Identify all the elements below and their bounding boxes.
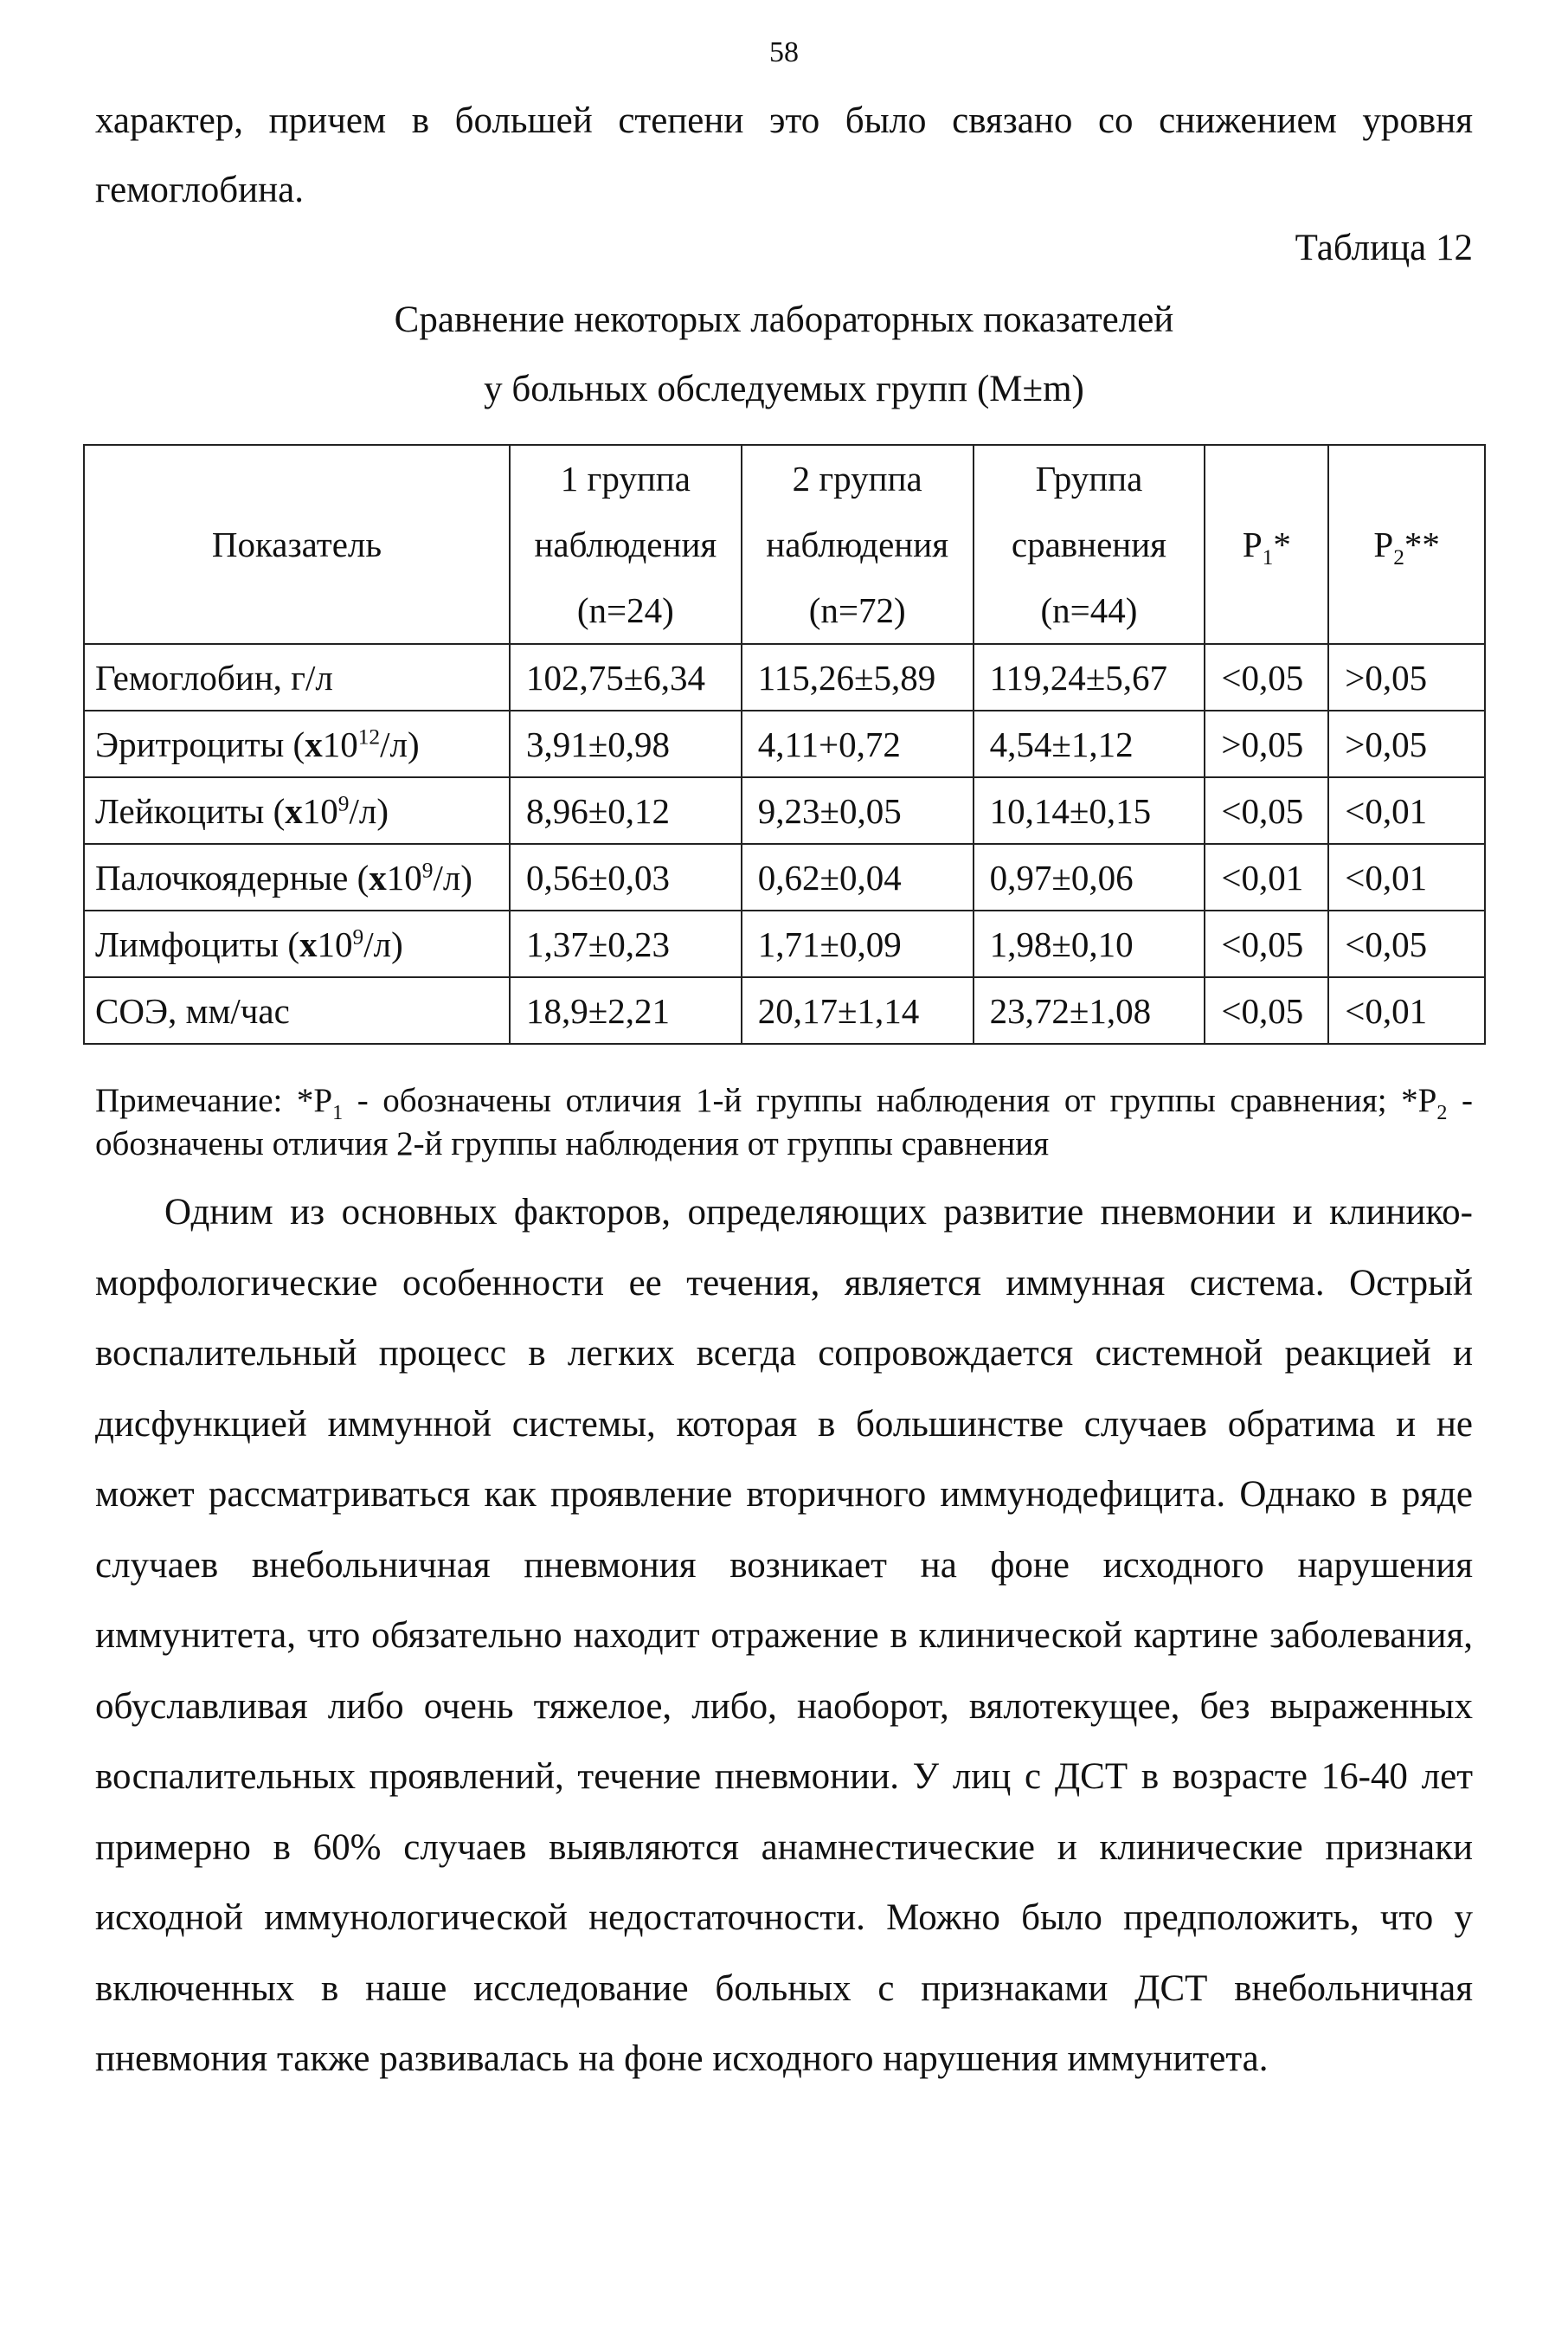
header-group-2: 2 группа наблюдения (n=72) bbox=[742, 445, 974, 644]
cell-p2: <0,01 bbox=[1328, 777, 1485, 844]
cell-comparison-group: 10,14±0,15 bbox=[974, 777, 1205, 844]
cell-group-1: 8,96±0,12 bbox=[510, 777, 742, 844]
table-caption-line-2: у больных обследуемых групп (M±m) bbox=[484, 369, 1084, 409]
cell-group-1: 102,75±6,34 bbox=[510, 644, 742, 711]
table-row bbox=[84, 777, 1485, 844]
header-p1: $P_1*$ bbox=[1205, 445, 1328, 644]
row-label: Палочкоядерные $(x10^9/л)$ bbox=[84, 844, 510, 911]
cell-p2: <0,05 bbox=[1328, 911, 1485, 977]
cell-group-2: 4,11+0,72 bbox=[742, 711, 974, 777]
cell-group-2: 9,23±0,05 bbox=[742, 777, 974, 844]
table-note: Примечание: $*P_1$ - обозначены отличия 1-й группы наблюдения от группы сравнения; $*P_2$ - обозначены отличия 2-й группы наблюдения от группы сравнения bbox=[95, 1082, 1473, 1162]
cell-comparison-group: 23,72±1,08 bbox=[974, 977, 1205, 1044]
cell-p1: >0,05 bbox=[1205, 711, 1328, 777]
table-label: Таблица 12 bbox=[1295, 228, 1473, 268]
lab-indicators-table bbox=[83, 444, 1486, 1045]
cell-comparison-group: 1,98±0,10 bbox=[974, 911, 1205, 977]
cell-p1: <0,01 bbox=[1205, 844, 1328, 911]
cell-comparison-group: 119,24±5,67 bbox=[974, 644, 1205, 711]
header-group-1: 1 группа наблюдения (n=24) bbox=[510, 445, 742, 644]
table-row bbox=[84, 911, 1485, 977]
table-caption-line-1: Сравнение некоторых лабораторных показателей bbox=[394, 299, 1174, 340]
cell-comparison-group: 4,54±1,12 bbox=[974, 711, 1205, 777]
row-label: Лимфоциты $(x10^9/л)$ bbox=[84, 911, 510, 977]
cell-p1: <0,05 bbox=[1205, 911, 1328, 977]
cell-group-2: 20,17±1,14 bbox=[742, 977, 974, 1044]
cell-p1: <0,05 bbox=[1205, 777, 1328, 844]
row-label: Эритроциты $(x10^{12}/л)$ bbox=[84, 711, 510, 777]
body-paragraph: Одним из основных факторов, определяющих развитие пневмонии и клинико-морфологические особенности ее течения, является иммунная система. Острый воспалительный процесс в легких всегда сопровождается системной реакцией и дисфункцией иммунной системы, которая в большинстве случаев обратима и не может рассматриваться как проявление вторичного иммунодефицита. Однако в ряде случаев внебольничная пневмония возникает на фоне исходного нарушения иммунитета, что обязательно находит отражение в клинической картине заболевания, обуславливая либо очень тяжелое, либо, наоборот, вялотекущее, без выраженных воспалительных проявлений, течение пневмонии. У лиц с ДСТ в возрасте 16-40 лет примерно в 60% случаев выявляются анамнестические и клинические признаки исходной иммунологической недостаточности. Можно было предположить, что у включенных в наше исследование больных с признаками ДСТ внебольничная пневмония также развивалась на фоне исходного нарушения иммунитета. bbox=[95, 1192, 1473, 2079]
cell-group-1: 0,56±0,03 bbox=[510, 844, 742, 911]
table-header-row bbox=[84, 445, 1485, 644]
table-row bbox=[84, 977, 1485, 1044]
table-row bbox=[84, 711, 1485, 777]
row-label: Гемоглобин, г/л bbox=[84, 644, 510, 711]
cell-group-2: 1,71±0,09 bbox=[742, 911, 974, 977]
cell-p2: <0,01 bbox=[1328, 977, 1485, 1044]
cell-group-2: 115,26±5,89 bbox=[742, 644, 974, 711]
header-indicator: Показатель bbox=[84, 445, 510, 644]
table-row bbox=[84, 644, 1485, 711]
header-comparison-group: Группа сравнения (n=44) bbox=[974, 445, 1205, 644]
cell-p2: <0,01 bbox=[1328, 844, 1485, 911]
cell-p1: <0,05 bbox=[1205, 977, 1328, 1044]
intro-paragraph: характер, причем в большей степени это было связано со снижением уровня гемоглобина. bbox=[95, 100, 1473, 210]
row-label: Лейкоциты $(x10^9/л)$ bbox=[84, 777, 510, 844]
cell-group-1: 18,9±2,21 bbox=[510, 977, 742, 1044]
header-p2: $P_2**$ bbox=[1328, 445, 1485, 644]
cell-group-2: 0,62±0,04 bbox=[742, 844, 974, 911]
cell-p2: >0,05 bbox=[1328, 711, 1485, 777]
cell-comparison-group: 0,97±0,06 bbox=[974, 844, 1205, 911]
page-number: 58 bbox=[769, 36, 799, 68]
row-label: СОЭ, мм/час bbox=[84, 977, 510, 1044]
cell-p2: >0,05 bbox=[1328, 644, 1485, 711]
cell-p1: <0,05 bbox=[1205, 644, 1328, 711]
cell-group-1: 3,91±0,98 bbox=[510, 711, 742, 777]
cell-group-1: 1,37±0,23 bbox=[510, 911, 742, 977]
table-row bbox=[84, 844, 1485, 911]
